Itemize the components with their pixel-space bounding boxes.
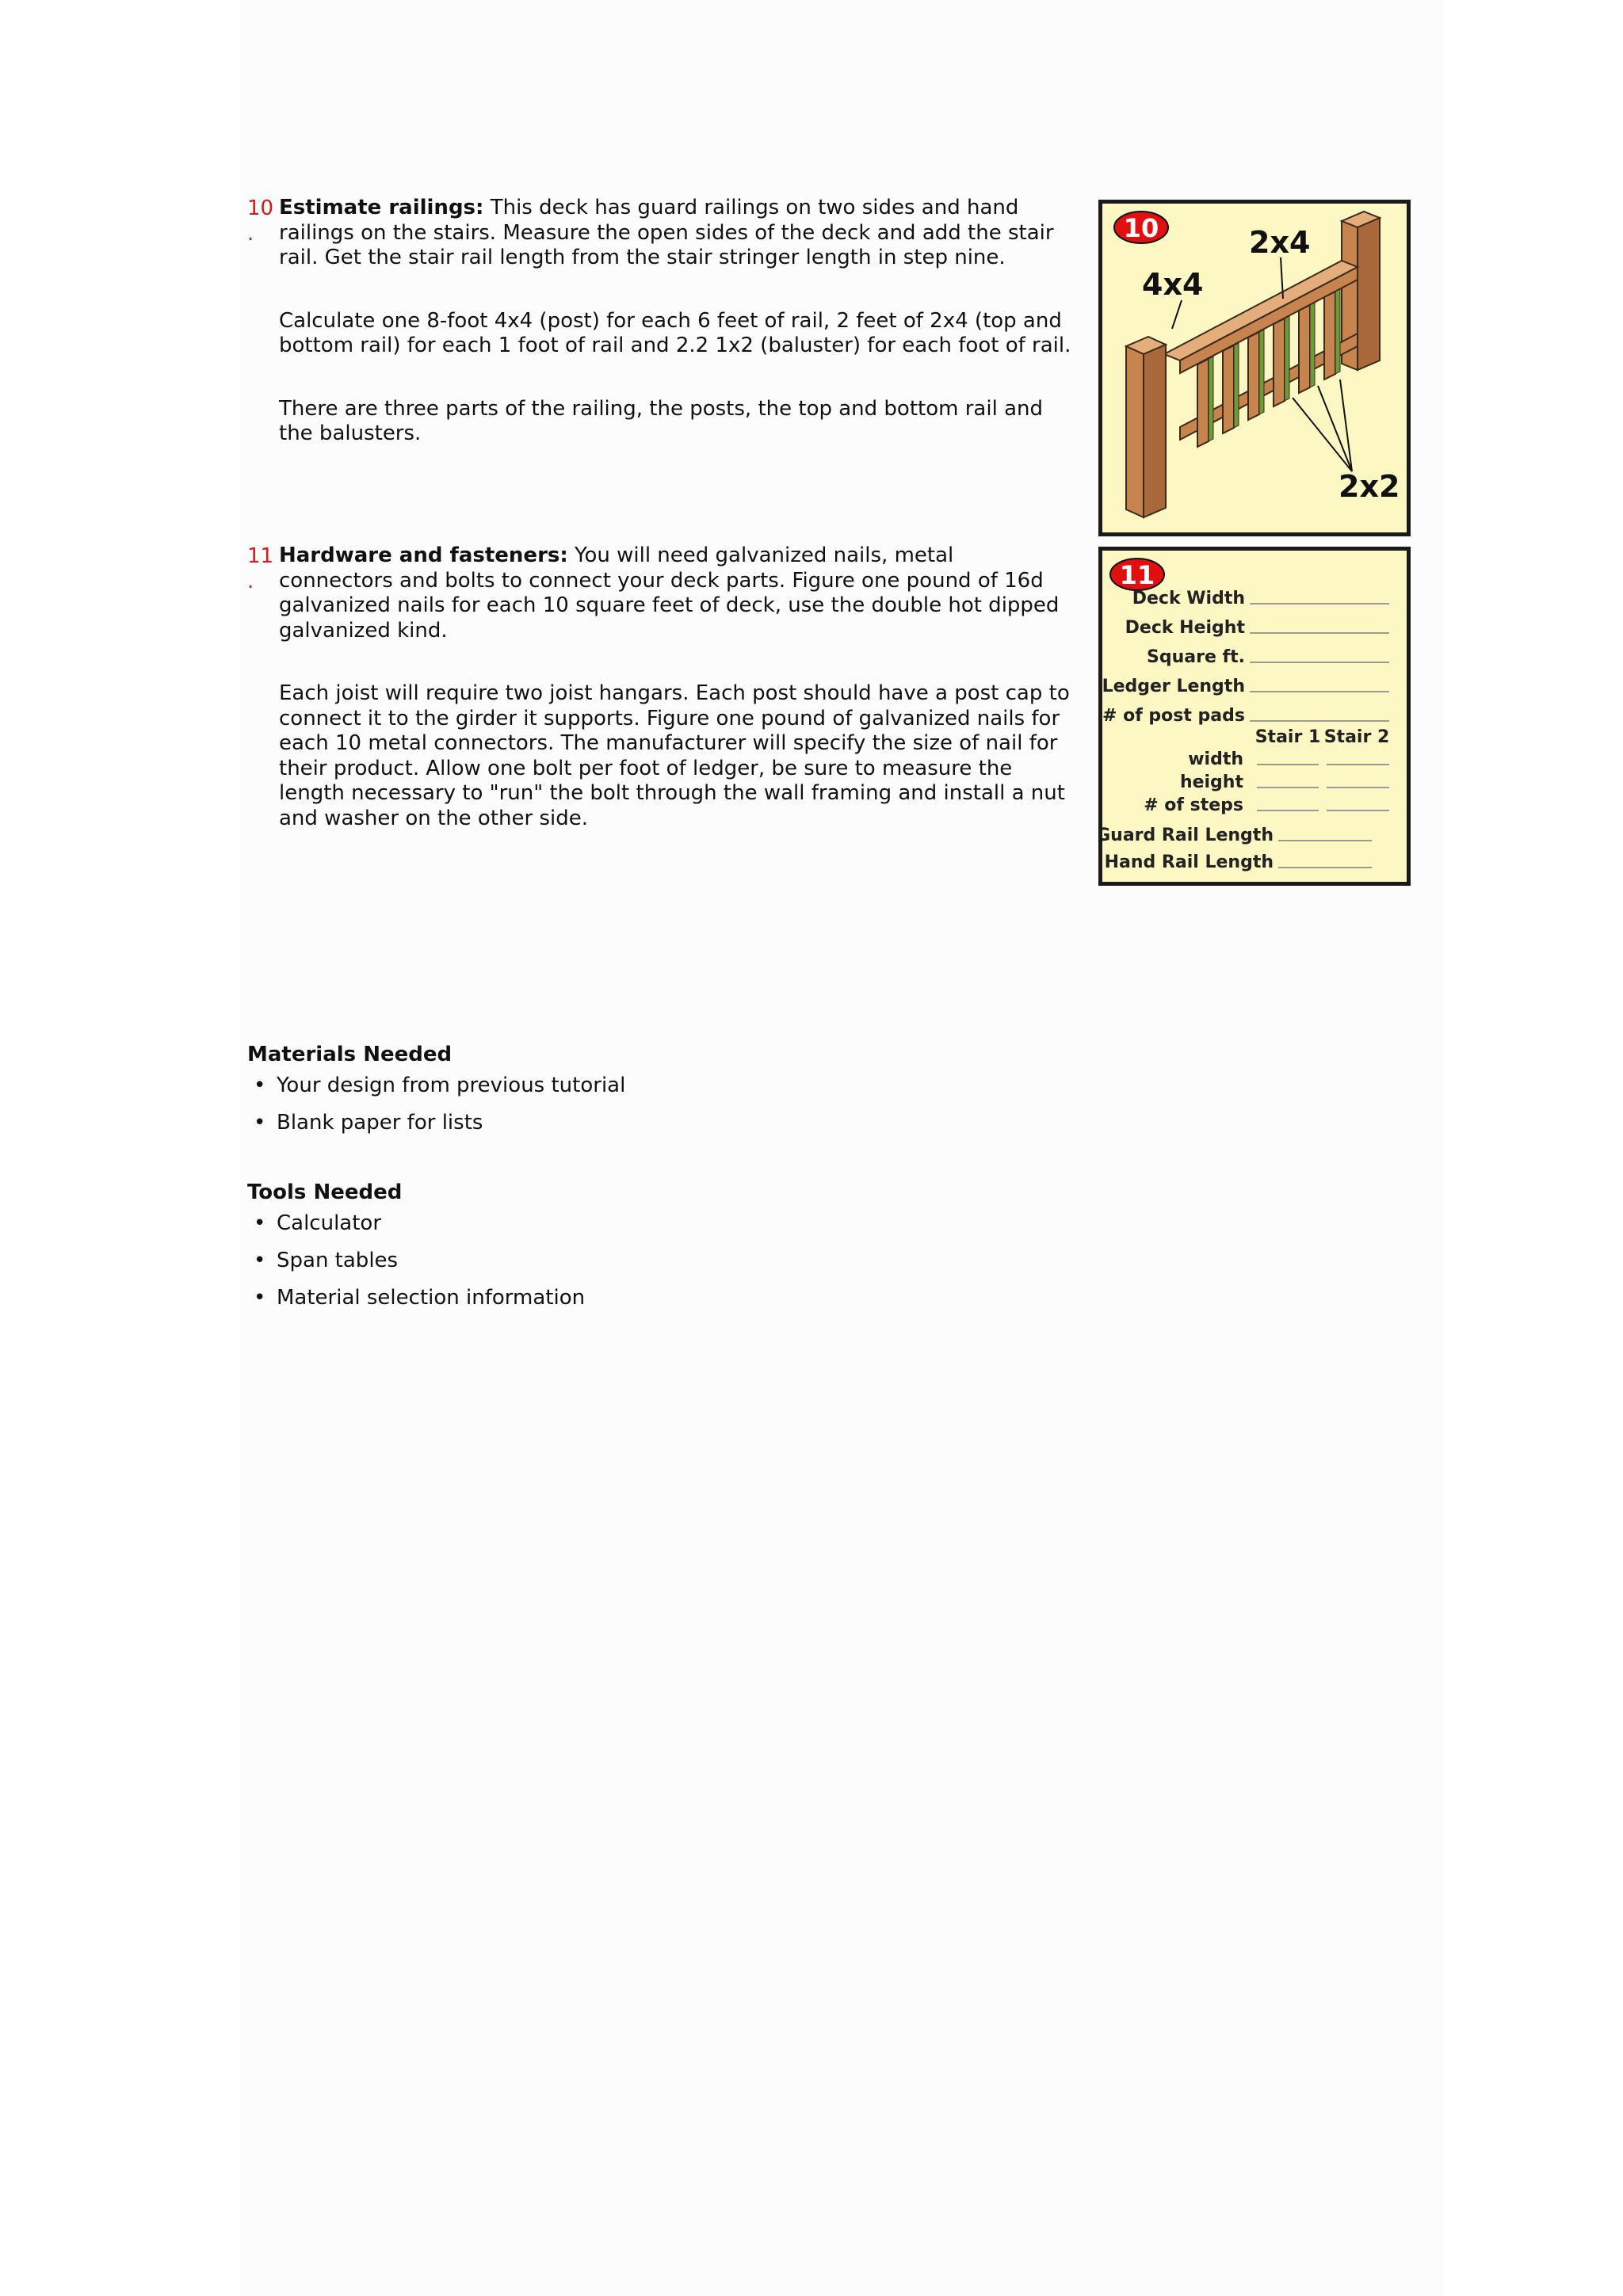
worksheet-drawing <box>1102 551 1407 882</box>
railing-drawing <box>1102 204 1407 532</box>
bullet-icon: • <box>254 1074 266 1097</box>
tools-list <box>247 1211 1040 1310</box>
rail-field-label: Hand Rail Length <box>1104 852 1274 872</box>
field-label: Square ft. <box>1147 647 1245 667</box>
step-paragraph: Hardware and fasteners: You will need galvanized nails, metal connectors and bolts to connect your deck parts. Figure one pound of 16d galvanized nails for each 10 square feet of deck, use the double hot dipped galvanized kind. <box>279 543 1060 643</box>
list-item: • Your design from previous tutorial <box>254 1074 626 1097</box>
step-text <box>279 543 1071 869</box>
label-4x4: 4x4 <box>1142 267 1204 302</box>
stair-field-label: width <box>1188 749 1243 769</box>
materials-heading: Materials Needed <box>247 1043 453 1066</box>
list-item: • Material selection information <box>254 1286 586 1310</box>
step-number: 10 . <box>247 196 274 246</box>
field-label: # of post pads <box>1102 706 1245 726</box>
materials-list <box>247 1073 1040 1135</box>
stair-header: Stair 1 <box>1254 727 1321 747</box>
bullet-icon: • <box>254 1211 266 1235</box>
tools-heading: Tools Needed <box>247 1180 403 1204</box>
list-item: • Blank paper for lists <box>254 1111 483 1135</box>
bullet-icon: • <box>254 1111 266 1135</box>
stair-field-label: height <box>1179 772 1243 792</box>
field-label: Ledger Length <box>1102 677 1245 696</box>
bullet-icon: • <box>254 1249 266 1272</box>
label-2x2: 2x2 <box>1338 469 1400 504</box>
materials-section <box>247 1043 1040 1147</box>
step-text <box>279 196 1071 485</box>
step-paragraph: Each joist will require two joist hangars. Each post should have a post cap to connect it to the girder it supports. Figure one pound of galvanized nails for each 10 metal connectors. The manufacturer will specify the size of nail for their product. Allow one bolt per foot of ledger, be sure to measure the length necessary to "run" the bolt through the wall framing and install a nut and washer on the other side. <box>279 681 1070 830</box>
tools-section <box>247 1180 1040 1322</box>
step-paragraph: Estimate railings: This deck has guard railings on two sides and hand railings on the stairs. Measure the open sides of the deck and add the stair rail. Get the stair rail length from the stair stringer length in step nine. <box>279 196 1054 269</box>
step-number: 11 . <box>247 544 274 593</box>
badge-number: 11 <box>1119 560 1155 590</box>
step-title: Estimate railings: <box>279 196 484 219</box>
rail-field-label: Guard Rail Length <box>1102 826 1274 845</box>
worksheet-illustration <box>1098 547 1411 886</box>
railing-illustration <box>1098 200 1411 536</box>
step-paragraph: Calculate one 8-foot 4x4 (post) for each 6 feet of rail, 2 feet of 2x4 (top and bottom rail) for each 1 foot of rail and 2.2 1x2 (baluster) for each foot of rail. <box>279 308 1071 357</box>
step-11 <box>247 543 1071 860</box>
field-label: Deck Height <box>1125 618 1245 638</box>
bullet-icon: • <box>254 1286 266 1310</box>
step-title: Hardware and fasteners: <box>279 543 568 567</box>
badge-number: 10 <box>1123 213 1159 243</box>
stair-field-label: # of steps <box>1144 795 1243 815</box>
label-2x4: 2x4 <box>1249 225 1311 260</box>
list-item: • Span tables <box>254 1249 399 1272</box>
step-paragraph: There are three parts of the railing, the posts, the top and bottom rail and the balusters. <box>279 396 1043 445</box>
field-label: Deck Width <box>1132 589 1245 608</box>
stair-header: Stair 2 <box>1323 727 1390 747</box>
list-item: • Calculator <box>254 1211 382 1235</box>
step-10 <box>247 196 1071 497</box>
